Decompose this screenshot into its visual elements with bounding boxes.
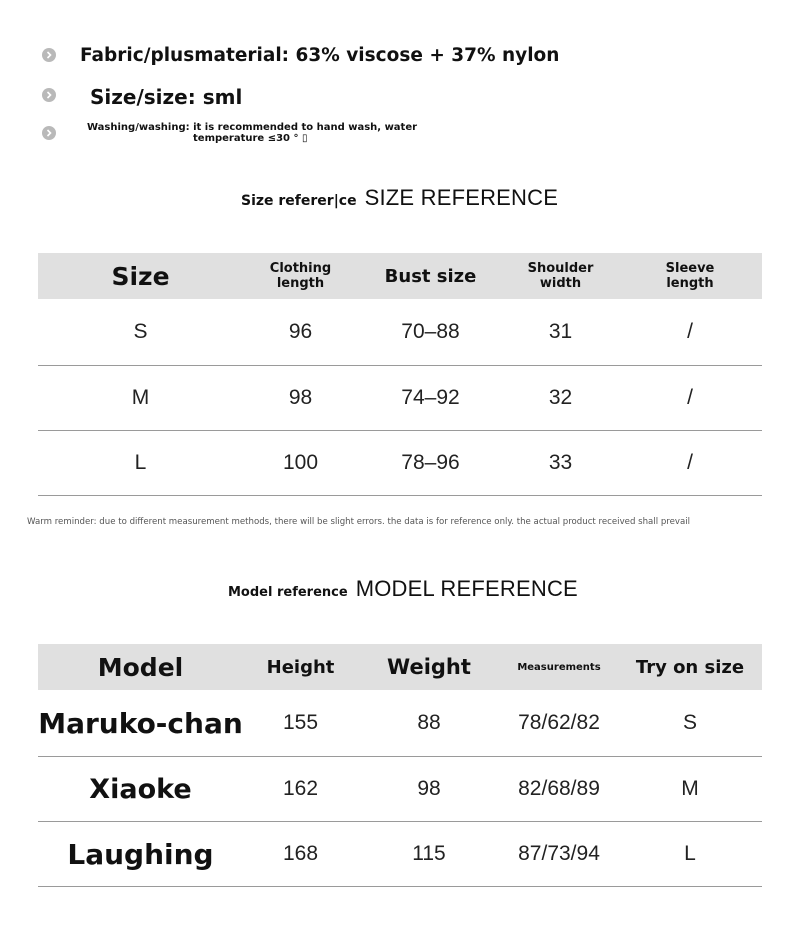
model-name-cell: Maruko-chan (38, 706, 243, 740)
size-cell: S (133, 320, 148, 343)
weight-cell: 98 (417, 777, 441, 800)
warm-reminder: Warm reminder: due to different measurement methods, there will be slight errors. the data is for reference only. the actual product received shall prevail (27, 517, 691, 527)
header-clothing-length: Clothing length (269, 261, 332, 291)
header-try-on-size: Try on size (635, 656, 745, 678)
header-height: Height (266, 656, 335, 678)
size-reference-title (241, 185, 558, 211)
shoulder-width-cell: 33 (548, 451, 573, 474)
chevron-right-icon (42, 126, 56, 140)
model-reference-title (228, 576, 578, 602)
bust-size-cell: 78–96 (401, 451, 460, 474)
try-on-size-cell: L (684, 842, 696, 865)
weight-cell: 115 (412, 842, 446, 865)
model-table (38, 644, 762, 887)
sleeve-length-cell: / (687, 386, 693, 409)
height-cell: 155 (282, 711, 319, 734)
washing-spec-line1: Washing/washing: it is recommended to hand wash, water (87, 122, 418, 133)
clothing-length-cell: 100 (282, 451, 319, 474)
size-spec: Size/size: sml (90, 85, 243, 109)
clothing-length-cell: 96 (288, 320, 313, 343)
size-reference-label: Size referer|ce (241, 193, 357, 209)
size-table-header (38, 253, 762, 299)
chevron-right-icon (42, 88, 56, 102)
header-weight: Weight (387, 655, 471, 679)
size-cell: M (131, 386, 150, 409)
table-row (38, 822, 762, 887)
model-table-header (38, 644, 762, 690)
height-cell: 162 (282, 777, 319, 800)
table-row (38, 431, 762, 496)
sleeve-length-cell: / (687, 451, 693, 474)
shoulder-width-cell: 32 (548, 386, 573, 409)
size-reference-heading: SIZE REFERENCE (364, 185, 559, 210)
table-row (38, 366, 762, 431)
fabric-spec: Fabric/plusmaterial: 63% viscose + 37% nylon (80, 45, 560, 66)
header-measurements: Measurements (517, 661, 601, 673)
weight-cell: 88 (417, 711, 441, 734)
chevron-right-icon (42, 48, 56, 62)
table-row (38, 690, 762, 757)
header-shoulder-width: Shoulder width (527, 261, 594, 291)
header-model: Model (97, 652, 184, 682)
size-cell: L (134, 451, 147, 474)
table-row (38, 299, 762, 366)
clothing-length-cell: 98 (288, 386, 313, 409)
height-cell: 168 (282, 842, 319, 865)
measurements-cell: 82/68/89 (518, 777, 600, 800)
header-bust-size: Bust size (384, 265, 477, 287)
try-on-size-cell: M (681, 777, 699, 800)
shoulder-width-cell: 31 (548, 320, 573, 343)
table-row (38, 757, 762, 822)
bust-size-cell: 70–88 (401, 320, 460, 343)
try-on-size-cell: S (682, 711, 697, 734)
washing-spec-line2: temperature ≤30 ° ▯ (193, 133, 308, 144)
model-reference-heading: MODEL REFERENCE (355, 576, 578, 601)
header-size: Size (111, 261, 170, 291)
measurements-cell: 87/73/94 (518, 842, 600, 865)
model-name-cell: Xiaoke (89, 773, 192, 805)
header-sleeve-length: Sleeve length (665, 261, 715, 291)
measurements-cell: 78/62/82 (518, 711, 600, 734)
size-table (38, 253, 762, 496)
sleeve-length-cell: / (687, 320, 693, 343)
bust-size-cell: 74–92 (401, 386, 460, 409)
model-reference-label: Model reference (228, 585, 348, 600)
model-name-cell: Laughing (67, 837, 214, 871)
